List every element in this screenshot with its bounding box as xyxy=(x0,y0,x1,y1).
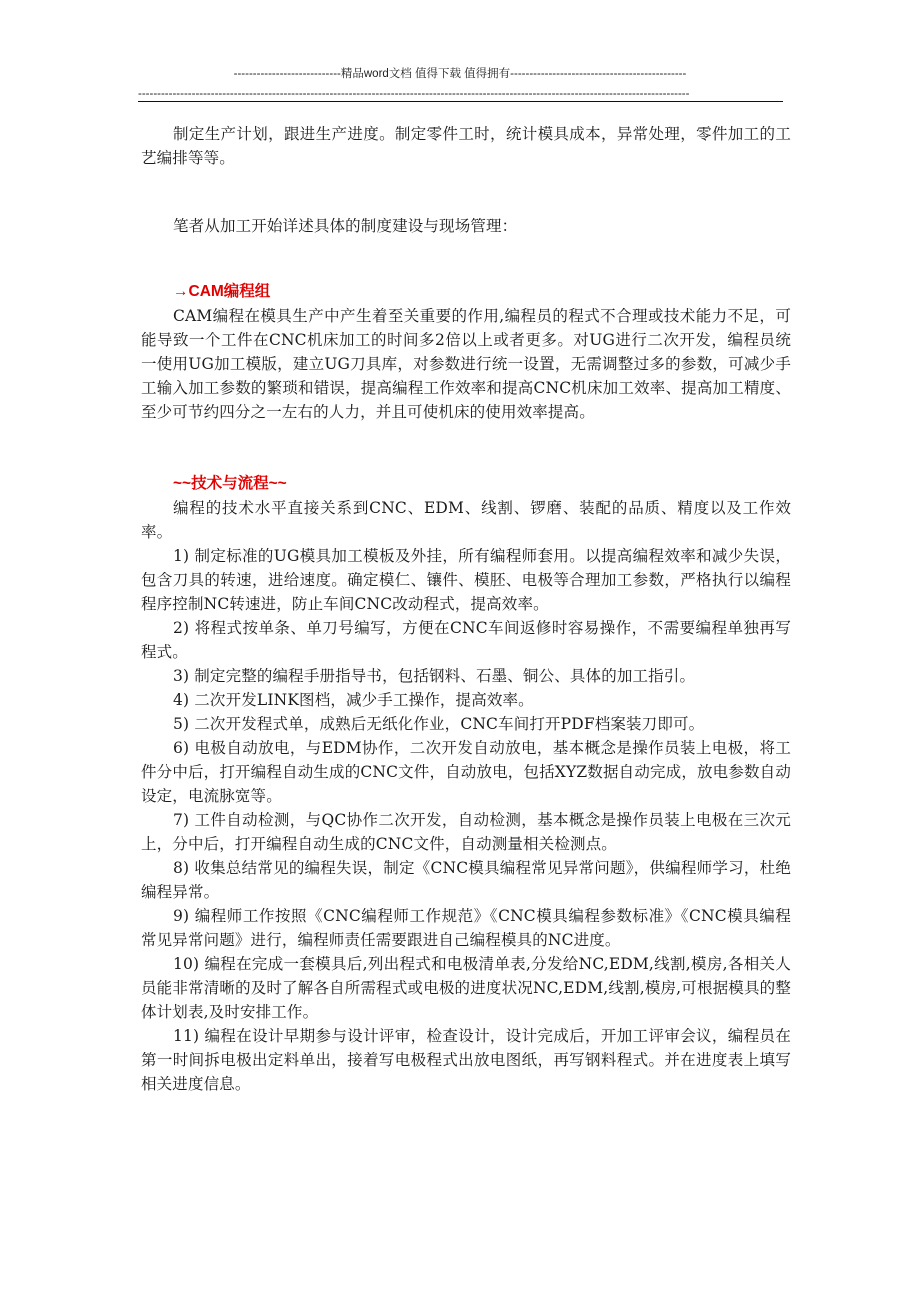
list-item: 2) 将程式按单条、单刀号编写，方便在CNC车间返修时容易操作，不需要编程单独再写程式。 xyxy=(141,619,791,661)
header-rule xyxy=(138,101,783,102)
document-body xyxy=(141,122,791,1096)
list-item: 8) 收集总结常见的编程失误，制定《CNC模具编程常见异常问题》，供编程师学习，杜绝编程异常。 xyxy=(141,859,791,901)
list-item: 10) 编程在完成一套模具后,列出程式和电极清单表,分发给NC,EDM,线割,模房,各相关人员能非常清晰的及时了解各自所需程式或电极的进度状况NC,EDM,线割,模房,可根据模具的整体计划表,及时安排工作。 xyxy=(141,955,791,1021)
header-banner: ----------------------------精品word文档 值得下载 值得拥有---------------------------------------------- xyxy=(233,68,687,80)
cam-section-body: CAM编程在模具生产中产生着至关重要的作用,编程员的程式不合理或技术能力不足，可能导致一个工件在CNC机床加工的时间多2倍以上或者更多。对UG进行二次开发，编程员统一使用UG加工模版，建立UG刀具库，对参数进行统一设置，无需调整过多的参数，可减少手工输入加工参数的繁琐和错误，提高编程工作效率和提高CNC机床加工效率、提高加工精度、至少可节约四分之一左右的人力，并且可使机床的使用效率提高。 xyxy=(141,307,791,421)
list-item: 4) 二次开发LINK图档，减少手工操作，提高效率。 xyxy=(173,691,534,709)
list-item: 6) 电极自动放电，与EDM协作，二次开发自动放电，基本概念是操作员装上电极，将工件分中后，打开编程自动生成的CNC文件，自动放电，包括XYZ数据自动完成，放电参数自动设定，电流脉宽等。 xyxy=(141,739,791,805)
tech-section-title: ~~技术与流程~~ xyxy=(173,475,287,492)
intro-paragraph-2: 笔者从加工开始详述具体的制度建设与现场管理： xyxy=(173,217,518,235)
list-item: 11) 编程在设计早期参与设计评审，检查设计，设计完成后，开加工评审会议，编程员在第一时间拆电极出定料单出，接着写电极程式出放电图纸，再写钢料程式。并在进度表上填写相关进度信息。 xyxy=(141,1027,791,1093)
list-item: 7) 工件自动检测，与QC协作二次开发，自动检测，基本概念是操作员装上电极在三次元上，分中后，打开编程自动生成的CNC文件，自动测量相关检测点。 xyxy=(141,811,791,853)
tech-section-intro: 编程的技术水平直接关系到CNC、EDM、线割、锣磨、装配的品质、精度以及工作效率。 xyxy=(141,499,791,541)
list-item: 3) 制定完整的编程手册指导书，包括钢料、石墨、铜公、具体的加工指引。 xyxy=(173,667,696,685)
list-item: 1) 制定标准的UG模具加工模板及外挂，所有编程师套用。以提高编程效率和减少失误，包含刀具的转速，进给速度。确定模仁、镶件、模胚、电极等合理加工参数，严格执行以编程程序控制NC转速进，防止车间CNC改动程式，提高效率。 xyxy=(141,547,791,613)
header-dash-line: ------------------------------------------------------------------------------------------------------------------------------------------------ xyxy=(138,88,690,100)
intro-paragraph-1: 制定生产计划，跟进生产进度。制定零件工时，统计模具成本，异常处理，零件加工的工艺编排等等。 xyxy=(141,125,791,167)
list-item: 9) 编程师工作按照《CNC编程师工作规范》《CNC模具编程参数标准》《CNC模具编程常见异常问题》进行，编程师责任需要跟进自己编程模具的NC进度。 xyxy=(141,907,791,949)
cam-section-title: →CAM编程组 xyxy=(173,283,271,300)
list-item: 5) 二次开发程式单，成熟后无纸化作业，CNC车间打开PDF档案装刀即可。 xyxy=(173,715,705,733)
page-header xyxy=(138,66,782,106)
